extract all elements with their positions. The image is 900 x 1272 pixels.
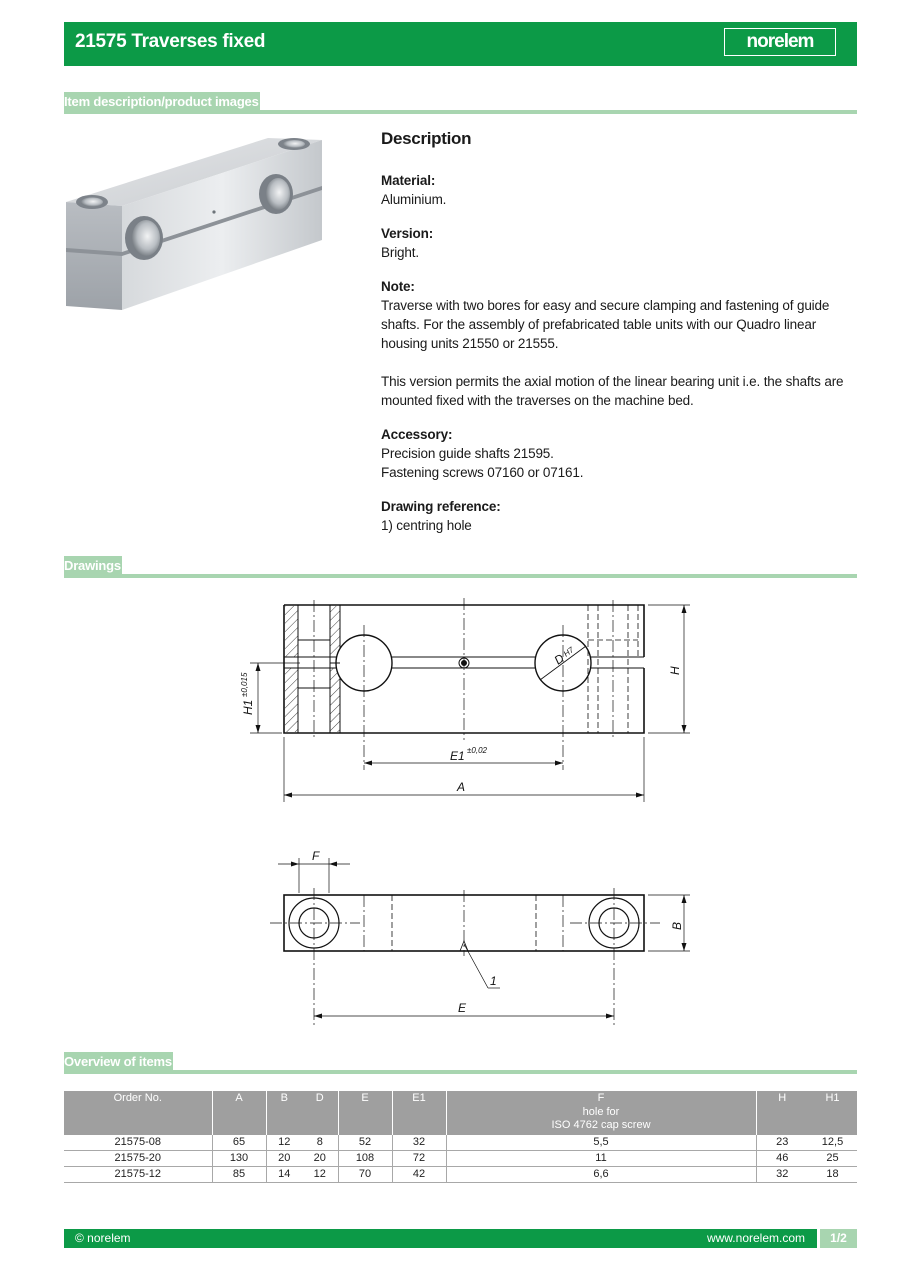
front-view bbox=[250, 598, 690, 802]
dim-h-label: H bbox=[668, 666, 682, 675]
section-images-label: Item description/product images bbox=[64, 94, 259, 109]
product-photo bbox=[64, 130, 326, 320]
table-cell: 8 bbox=[302, 1135, 338, 1151]
column-header-e1: E1 bbox=[392, 1091, 446, 1135]
section-rule bbox=[64, 574, 857, 578]
accessory-block bbox=[381, 425, 857, 482]
accessory-label: Accessory: bbox=[381, 427, 453, 442]
version-value: Bright. bbox=[381, 245, 419, 260]
table-cell: 42 bbox=[392, 1166, 446, 1182]
table-cell: 18 bbox=[808, 1166, 857, 1182]
dim-h1-label: H1 bbox=[241, 699, 255, 715]
page-title: 21575 Traverses fixed bbox=[75, 31, 266, 52]
column-header-f-sub1: hole for bbox=[582, 1105, 620, 1118]
dim-a-label: A bbox=[457, 780, 466, 794]
material-value: Aluminium. bbox=[381, 192, 447, 207]
material-label: Material: bbox=[381, 173, 436, 188]
table-cell: 72 bbox=[392, 1150, 446, 1166]
table-row bbox=[64, 1150, 857, 1166]
material-block bbox=[381, 171, 857, 209]
description-heading: Description bbox=[381, 129, 472, 148]
table-cell: 20 bbox=[266, 1150, 302, 1166]
table-cell: 6,6 bbox=[446, 1166, 756, 1182]
technical-drawing bbox=[220, 590, 710, 1040]
accessory-line-1: Precision guide shafts 21595. bbox=[381, 446, 554, 461]
table-cell: 65 bbox=[212, 1135, 266, 1151]
norelem-logo bbox=[724, 28, 836, 56]
section-drawings-header bbox=[64, 556, 857, 578]
column-header-order-no: Order No. bbox=[64, 1091, 212, 1135]
table-cell: 14 bbox=[266, 1166, 302, 1182]
version-label: Version: bbox=[381, 226, 434, 241]
dim-f-label: F bbox=[312, 849, 320, 863]
note-block bbox=[381, 277, 857, 410]
table-cell: 23 bbox=[756, 1135, 808, 1151]
column-header-a: A bbox=[212, 1091, 266, 1135]
note-label: Note: bbox=[381, 279, 415, 294]
column-header-h1: H1 bbox=[808, 1091, 857, 1135]
table-cell: 25 bbox=[808, 1150, 857, 1166]
table-cell: 46 bbox=[756, 1150, 808, 1166]
column-header-h: H bbox=[756, 1091, 808, 1135]
logo-text: norelem bbox=[746, 31, 814, 52]
column-header-d: D bbox=[302, 1091, 338, 1135]
table-row bbox=[64, 1166, 857, 1182]
drawing-reference-label: Drawing reference: bbox=[381, 499, 501, 514]
table-cell: 12,5 bbox=[808, 1135, 857, 1151]
page-number: 1/2 bbox=[817, 1229, 857, 1248]
note-paragraph-2: This version permits the axial motion of the linear bearing unit i.e. the shafts are mounted fixed with the traverses on the machine bed. bbox=[381, 374, 844, 408]
table-cell: 52 bbox=[338, 1135, 392, 1151]
dim-d-tolerance: H7 bbox=[561, 645, 576, 659]
table-cell: 70 bbox=[338, 1166, 392, 1182]
table-header-row bbox=[64, 1091, 857, 1135]
table-cell: 32 bbox=[392, 1135, 446, 1151]
drawing-reference-block bbox=[381, 497, 857, 535]
top-view bbox=[270, 858, 690, 1025]
column-header-b: B bbox=[266, 1091, 302, 1135]
table-cell: 20 bbox=[302, 1150, 338, 1166]
description-block bbox=[381, 128, 857, 550]
reference-1-label: 1 bbox=[490, 974, 497, 988]
table-cell: 21575-20 bbox=[64, 1150, 212, 1166]
dim-e1-label: E1 bbox=[450, 749, 465, 763]
copyright-text: © norelem bbox=[75, 1231, 131, 1245]
dim-d-label: D bbox=[551, 651, 567, 668]
column-header-f bbox=[446, 1091, 756, 1135]
version-block bbox=[381, 224, 857, 262]
section-rule bbox=[64, 1070, 857, 1074]
drawing-reference-value: 1) centring hole bbox=[381, 518, 472, 533]
accessory-line-2: Fastening screws 07160 or 07161. bbox=[381, 465, 584, 480]
table-cell: 32 bbox=[756, 1166, 808, 1182]
table-cell: 12 bbox=[266, 1135, 302, 1151]
page-footer bbox=[64, 1229, 857, 1248]
section-drawings-label: Drawings bbox=[64, 558, 121, 573]
table-cell: 108 bbox=[338, 1150, 392, 1166]
items-table bbox=[64, 1091, 857, 1183]
section-images-header bbox=[64, 92, 857, 114]
page-header bbox=[64, 22, 857, 66]
section-rule bbox=[64, 110, 857, 114]
table-cell: 11 bbox=[446, 1150, 756, 1166]
table-cell: 12 bbox=[302, 1166, 338, 1182]
section-overview-header bbox=[64, 1052, 857, 1074]
dim-b-label: B bbox=[670, 921, 684, 930]
table-cell: 5,5 bbox=[446, 1135, 756, 1151]
table-cell: 85 bbox=[212, 1166, 266, 1182]
column-header-f-sub2: ISO 4762 cap screw bbox=[551, 1119, 651, 1131]
column-header-f-title: F bbox=[597, 1092, 605, 1104]
table-cell: 130 bbox=[212, 1150, 266, 1166]
website-link[interactable]: www.norelem.com bbox=[706, 1231, 805, 1245]
table-cell: 21575-12 bbox=[64, 1166, 212, 1182]
table-cell: 21575-08 bbox=[64, 1135, 212, 1151]
dim-e-label: E bbox=[458, 1001, 467, 1015]
dim-h1-tolerance: ±0,015 bbox=[240, 672, 249, 697]
note-paragraph-1: Traverse with two bores for easy and secure clamping and fastening of guide shafts. For the assembly of prefabricated table units with our Quadro linear housing units 21550 or 21555. bbox=[381, 298, 830, 351]
dim-e1-tolerance: ±0,02 bbox=[467, 746, 487, 755]
table-row bbox=[64, 1135, 857, 1151]
column-header-e: E bbox=[338, 1091, 392, 1135]
section-overview-label: Overview of items bbox=[64, 1054, 172, 1069]
